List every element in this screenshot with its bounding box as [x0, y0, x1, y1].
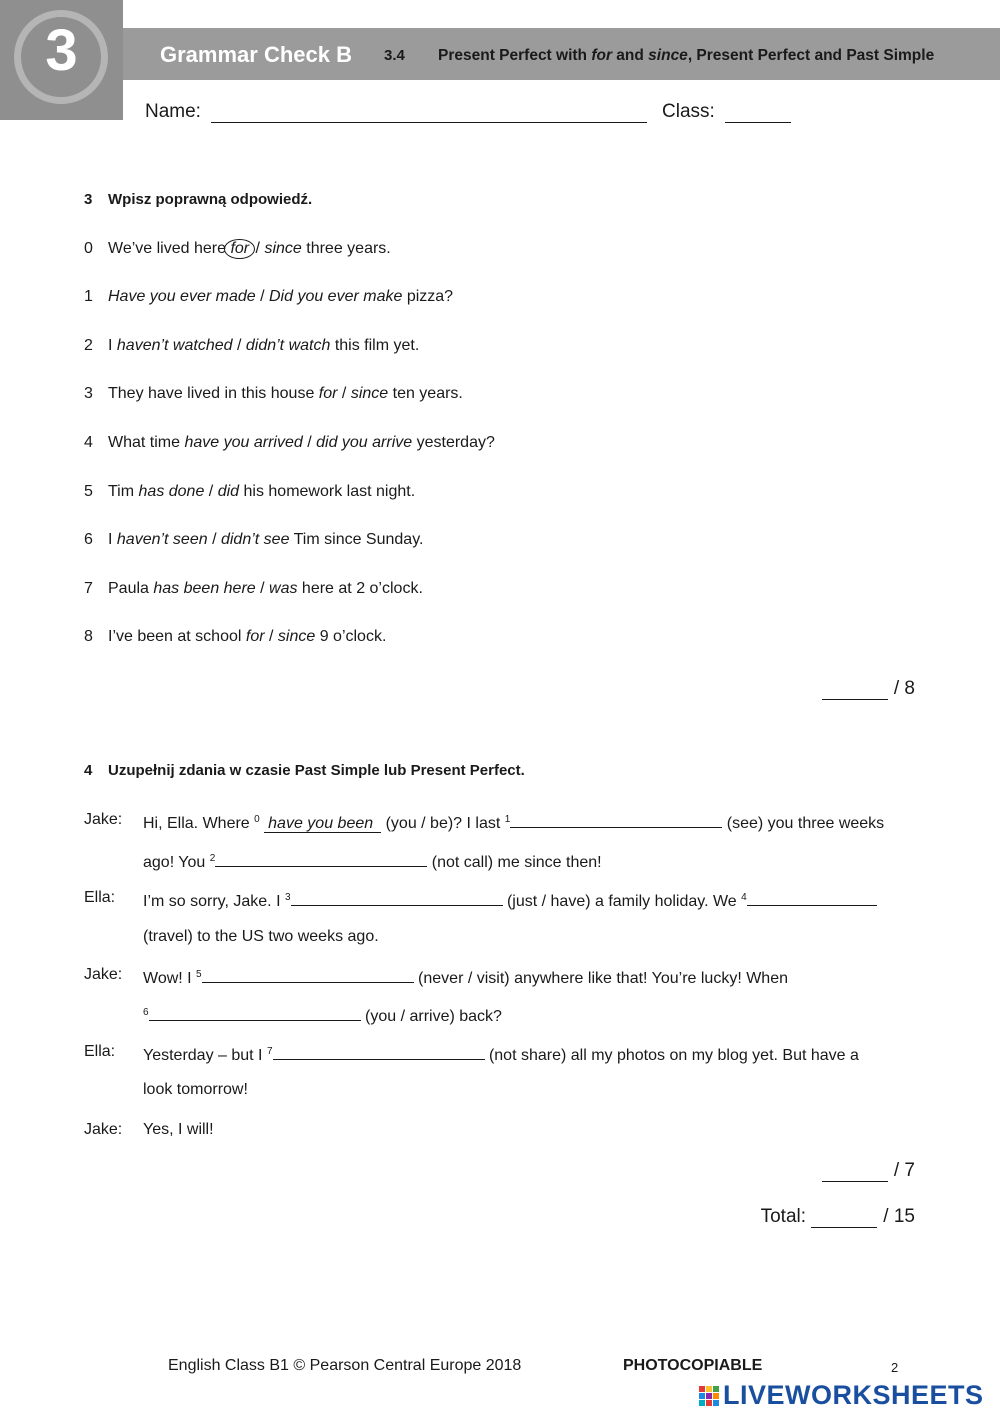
speaker-label: Jake:: [84, 1121, 123, 1138]
task3-item-1[interactable]: 1 Have you ever made / Did you ever make pizza?: [84, 288, 454, 305]
name-input-line[interactable]: [211, 101, 647, 123]
circled-answer: for: [224, 239, 255, 259]
dialogue-line-8: look tomorrow!: [143, 1081, 248, 1098]
page-number: 2: [891, 1360, 899, 1375]
section-code: 3.4: [384, 47, 405, 64]
name-label: Name:: [145, 101, 201, 122]
name-field: [145, 101, 647, 123]
task3-item-7[interactable]: 7 Paula has been here / was here at 2 o’clock.: [84, 580, 423, 597]
dialogue-line-5: Wow! I $^5$ (never / visit) anywhere like that! You’re lucky! When: [143, 966, 788, 988]
gap-2[interactable]: [215, 850, 427, 867]
unit-badge: [0, 0, 123, 120]
gap-6[interactable]: [149, 1004, 361, 1021]
gap-7[interactable]: [273, 1043, 485, 1060]
liveworksheets-icon: [698, 1385, 720, 1407]
unit-number: 3: [45, 18, 78, 83]
gap-3[interactable]: [291, 889, 503, 906]
section-topic: Present Perfect with for and since, Present Perfect and Past Simple: [438, 47, 935, 64]
brand-text: LIVEWORKSHEETS: [723, 1380, 984, 1410]
task3-score: / 8: [822, 678, 915, 700]
dialogue-line-3: I’m so sorry, Jake. I $^3$ (just / have) a family holiday. We $^4$: [143, 889, 877, 911]
speaker-label: Ella:: [84, 1043, 116, 1060]
class-field: [662, 101, 791, 123]
worksheet-title: Grammar Check B: [160, 42, 352, 67]
dialogue-line-7: Yesterday – but I $^7$ (not share) all my photos on my blog yet. But have a: [143, 1043, 859, 1065]
task3-item-4[interactable]: 4 What time have you arrived / did you arrive yesterday?: [84, 434, 495, 451]
total-score: Total: / 15: [760, 1206, 915, 1227]
dialogue-line-1: Hi, Ella. Where $^0$ have you been (you / be)? I last $^1$ (see) you three weeks: [143, 811, 884, 833]
speaker-label: Jake:: [84, 966, 123, 983]
dialogue-line-4: (travel) to the US two weeks ago.: [143, 928, 379, 945]
gap-4[interactable]: [747, 889, 877, 906]
example-answer: have you been: [264, 815, 381, 833]
speaker-label: Jake:: [84, 811, 123, 828]
task4-score: / 7: [822, 1160, 915, 1182]
task3-item-8[interactable]: 8 I’ve been at school for / since 9 o’clock.: [84, 628, 387, 645]
task3-item-2[interactable]: 2 I haven’t watched / didn’t watch this film yet.: [84, 337, 420, 354]
total-score-blank[interactable]: [811, 1207, 877, 1228]
task3-example: 0 We’ve lived here for / since three years.: [84, 240, 391, 257]
photocopiable-label: PHOTOCOPIABLE: [623, 1357, 763, 1374]
dialogue-line-6: $^6$ (you / arrive) back?: [143, 1004, 502, 1026]
dialogue-line-2: ago! You $^2$ (not call) me since then!: [143, 850, 602, 872]
task4-score-blank[interactable]: [822, 1161, 888, 1182]
dialogue-line-9: Yes, I will!: [143, 1121, 214, 1138]
task4-heading: 4 Uzupełnij zdania w czasie Past Simple lub Present Perfect.: [84, 762, 525, 779]
gap-1[interactable]: [510, 811, 722, 828]
class-input-line[interactable]: [725, 101, 791, 123]
class-label: Class:: [662, 101, 715, 122]
liveworksheets-logo: [698, 1380, 984, 1408]
speaker-label: Ella:: [84, 889, 116, 906]
task3-score-blank[interactable]: [822, 679, 888, 700]
task3-item-3[interactable]: 3 They have lived in this house for / since ten years.: [84, 385, 463, 402]
task3-item-6[interactable]: 6 I haven’t seen / didn’t see Tim since Sunday.: [84, 531, 424, 548]
copyright-text: English Class B1 © Pearson Central Europe 2018: [168, 1357, 522, 1374]
task3-heading: 3 Wpisz poprawną odpowiedź.: [84, 191, 313, 208]
task3-item-5[interactable]: 5 Tim has done / did his homework last night.: [84, 483, 416, 500]
gap-5[interactable]: [202, 966, 414, 983]
